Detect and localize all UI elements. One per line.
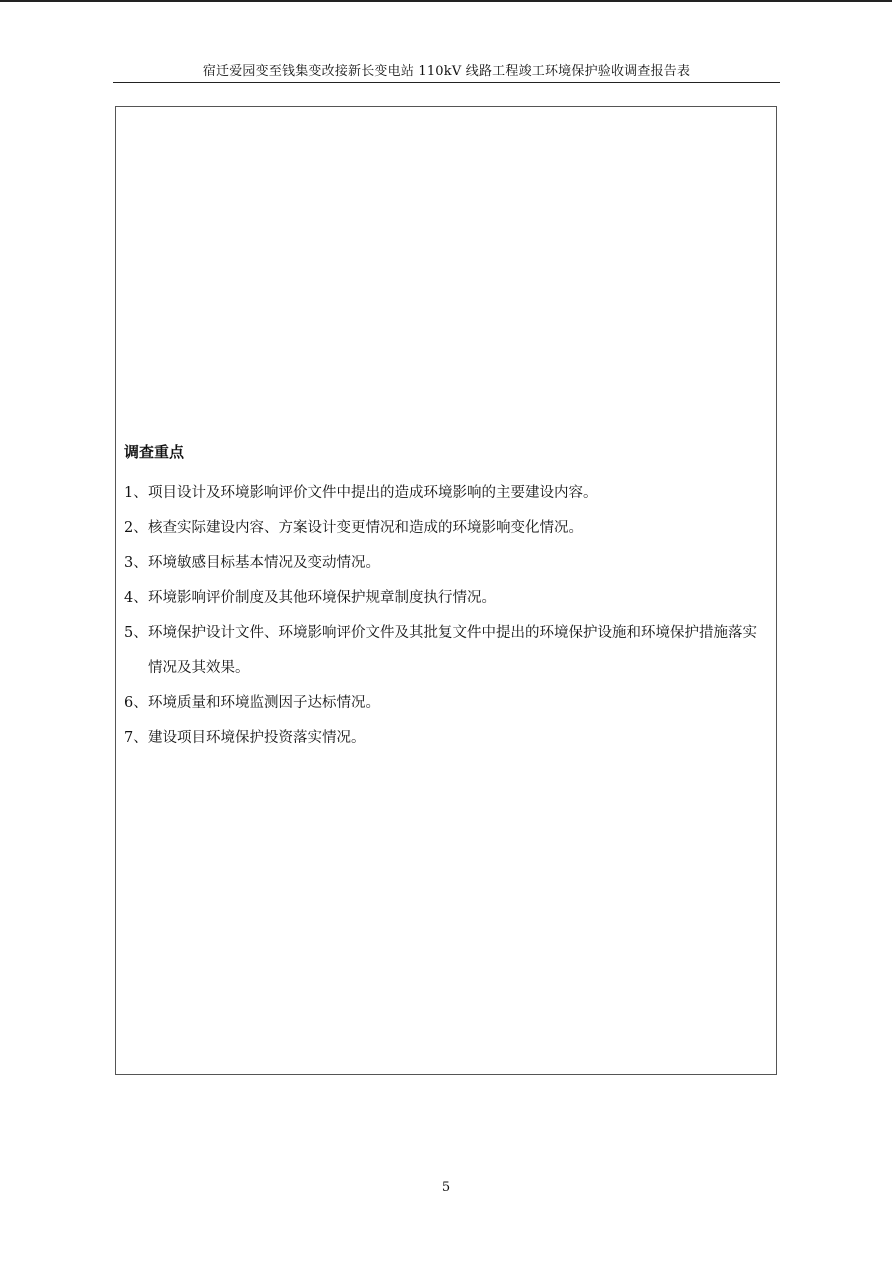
item-text: 建设项目环境保护投资落实情况。 xyxy=(148,730,366,746)
list-item xyxy=(124,476,764,511)
page-number: 5 xyxy=(441,1180,451,1195)
item-text: 核查实际建设内容、方案设计变更情况和造成的环境影响变化情况。 xyxy=(148,520,583,536)
list-item xyxy=(124,511,764,546)
item-text: 环境影响评价制度及其他环境保护规章制度执行情况。 xyxy=(148,590,496,606)
survey-focus-list xyxy=(124,476,764,756)
section-heading: 调查重点 xyxy=(124,443,185,461)
item-number: 6、 xyxy=(124,695,148,711)
item-text: 环境质量和环境监测因子达标情况。 xyxy=(148,695,380,711)
list-item xyxy=(124,686,764,721)
top-border-line xyxy=(0,0,892,2)
list-item xyxy=(124,581,764,616)
item-text: 项目设计及环境影响评价文件中提出的造成环境影响的主要建设内容。 xyxy=(148,485,598,501)
item-number: 7、 xyxy=(124,730,148,746)
item-text: 环境敏感目标基本情况及变动情况。 xyxy=(148,555,380,571)
item-text: 环境保护设计文件、环境影响评价文件及其批复文件中提出的环境保护设施和环境保护措施落实情况及其效果。 xyxy=(148,625,757,676)
item-number: 1、 xyxy=(124,485,148,501)
list-item xyxy=(124,721,764,756)
list-item xyxy=(124,616,764,686)
page-header-title: 宿迁爱园变至钱集变改接新长变电站 110kV 线路工程竣工环境保护验收调查报告表 xyxy=(202,64,691,79)
item-number: 4、 xyxy=(124,590,148,606)
header-underline xyxy=(113,82,780,83)
item-number: 2、 xyxy=(124,520,148,536)
item-number: 5、 xyxy=(124,625,148,641)
list-item xyxy=(124,546,764,581)
item-number: 3、 xyxy=(124,555,148,571)
